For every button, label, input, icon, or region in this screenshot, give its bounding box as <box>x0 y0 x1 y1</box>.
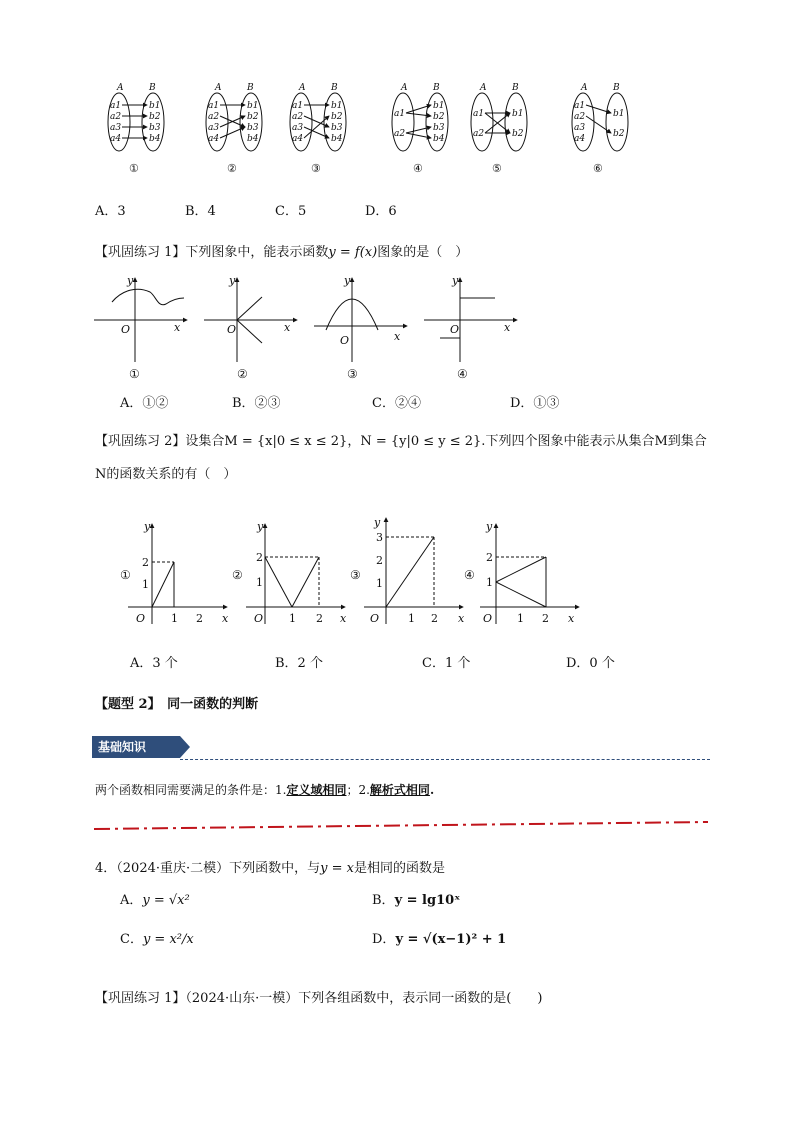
svg-text:①: ① <box>129 162 139 175</box>
svg-text:a4: a4 <box>208 134 220 144</box>
svg-text:⑤: ⑤ <box>492 162 502 175</box>
svg-text:2: 2 <box>486 551 493 564</box>
svg-text:③: ③ <box>350 568 361 582</box>
mapping-diagram-5 <box>471 83 527 175</box>
svg-text:b3: b3 <box>433 123 445 133</box>
svg-text:b2: b2 <box>613 129 625 139</box>
svg-text:b2: b2 <box>247 112 259 122</box>
q4-stem: 4．（2024·重庆·二模）下列函数中，与y = x是相同的函数是 <box>95 861 445 876</box>
mapping-diagrams <box>95 80 655 180</box>
svg-text:a1: a1 <box>574 101 586 111</box>
svg-text:a4: a4 <box>292 134 304 144</box>
svg-text:O: O <box>227 323 237 336</box>
svg-text:1: 1 <box>517 612 524 625</box>
svg-text:1: 1 <box>171 612 178 625</box>
svg-text:A: A <box>480 83 487 93</box>
p1-option-c[interactable]: C．②④ <box>372 396 421 411</box>
svg-text:x: x <box>340 612 347 625</box>
dash-dot-divider <box>92 818 712 834</box>
practice2-stem-line2: N的函数关系的有（ ） <box>95 467 237 482</box>
svg-text:b1: b1 <box>433 101 445 111</box>
svg-text:b1: b1 <box>512 109 524 119</box>
svg-text:b1: b1 <box>149 101 161 111</box>
mapping-diagram-1 <box>108 83 164 175</box>
svg-text:B: B <box>331 83 338 93</box>
svg-text:b4: b4 <box>331 134 343 144</box>
svg-text:y: y <box>344 274 351 287</box>
svg-text:1: 1 <box>408 612 415 625</box>
svg-text:A: A <box>215 83 222 93</box>
term-domain: 定义域相同 <box>286 783 347 797</box>
basics-banner: 基础知识 <box>92 736 180 758</box>
svg-text:B: B <box>512 83 519 93</box>
svg-text:x: x <box>284 321 291 334</box>
svg-text:1: 1 <box>142 578 149 591</box>
svg-text:A: A <box>299 83 306 93</box>
mapping-diagram-3 <box>290 83 346 175</box>
p2-option-a[interactable]: A．3 个 <box>130 656 178 671</box>
svg-text:y: y <box>257 520 264 533</box>
practice1-stem: 【巩固练习 1】下列图象中，能表示函数y = f(x)图象的是（ ） <box>95 245 469 260</box>
svg-text:②: ② <box>232 568 243 582</box>
term-expression: 解析式相同 <box>369 783 430 797</box>
top-option-a[interactable]: A．3 <box>95 204 126 219</box>
svg-text:b3: b3 <box>331 123 343 133</box>
svg-text:O: O <box>450 323 460 336</box>
svg-text:b1: b1 <box>247 101 259 111</box>
p1-option-a[interactable]: A．①② <box>120 396 169 411</box>
svg-text:2: 2 <box>431 612 438 625</box>
svg-text:①: ① <box>129 367 140 381</box>
svg-text:④: ④ <box>457 367 468 381</box>
practice2-graphs <box>112 512 582 632</box>
type2-heading: 【题型 2】 同一函数的判断 <box>95 697 259 712</box>
svg-text:a4: a4 <box>574 134 586 144</box>
basics-text: 两个函数相同需要满足的条件是：1.定义域相同；2.解析式相同. <box>95 783 435 797</box>
svg-text:b2: b2 <box>331 112 343 122</box>
svg-text:a1: a1 <box>208 101 220 111</box>
svg-text:①: ① <box>120 568 131 582</box>
top-option-b[interactable]: B．4 <box>185 204 216 219</box>
svg-text:2: 2 <box>142 556 149 569</box>
p1-option-b[interactable]: B．②③ <box>232 396 281 411</box>
svg-text:b4: b4 <box>433 134 445 144</box>
svg-text:a3: a3 <box>208 123 220 133</box>
svg-text:a1: a1 <box>473 109 485 119</box>
svg-text:a2: a2 <box>292 112 304 122</box>
svg-text:a3: a3 <box>574 123 586 133</box>
svg-text:1: 1 <box>486 576 493 589</box>
svg-text:y: y <box>374 516 381 529</box>
p2-option-d[interactable]: D．0 个 <box>566 656 615 671</box>
svg-text:x: x <box>458 612 465 625</box>
p2-graph-4 <box>480 524 579 624</box>
svg-text:B: B <box>247 83 254 93</box>
svg-text:O: O <box>483 612 493 625</box>
svg-text:B: B <box>613 83 620 93</box>
svg-text:b2: b2 <box>512 129 524 139</box>
svg-text:②: ② <box>237 367 248 381</box>
svg-text:O: O <box>136 612 146 625</box>
p2-graph-1 <box>128 524 227 624</box>
p1-graph-3 <box>314 278 407 362</box>
svg-text:2: 2 <box>376 554 383 567</box>
top-option-c[interactable]: C．5 <box>275 204 307 219</box>
svg-text:b4: b4 <box>149 134 161 144</box>
svg-text:a3: a3 <box>110 123 122 133</box>
svg-text:1: 1 <box>256 576 263 589</box>
svg-text:③: ③ <box>311 162 321 175</box>
svg-text:④: ④ <box>413 162 423 175</box>
svg-text:1: 1 <box>376 577 383 590</box>
svg-text:④: ④ <box>464 568 475 582</box>
svg-text:y: y <box>452 274 459 287</box>
svg-text:a1: a1 <box>110 101 122 111</box>
svg-text:A: A <box>581 83 588 93</box>
p2-option-b[interactable]: B．2 个 <box>275 656 323 671</box>
mapping-diagram-6 <box>572 83 628 175</box>
svg-text:y: y <box>127 274 134 287</box>
p2-graph-2 <box>246 524 345 624</box>
p1-graph-4 <box>424 278 517 362</box>
svg-text:A: A <box>401 83 408 93</box>
svg-text:B: B <box>433 83 440 93</box>
practice2-stem-line1: 【巩固练习 2】设集合M = {x|0 ≤ x ≤ 2}，N = {y|0 ≤ y ≤ 2}.下列四个图象中能表示从集合M到集合 <box>95 434 707 449</box>
p1-graph-2 <box>204 278 297 362</box>
svg-text:a2: a2 <box>394 129 406 139</box>
svg-text:1: 1 <box>289 612 296 625</box>
svg-text:a1: a1 <box>292 101 304 111</box>
mapping-diagram-4 <box>392 83 448 175</box>
svg-text:a2: a2 <box>208 112 220 122</box>
p1-option-d[interactable]: D．①③ <box>510 396 560 411</box>
svg-text:x: x <box>222 612 229 625</box>
practice1-graphs <box>92 272 522 384</box>
banner-divider <box>180 759 710 760</box>
svg-text:2: 2 <box>256 551 263 564</box>
svg-text:③: ③ <box>347 367 358 381</box>
p1-graph-1 <box>94 278 187 362</box>
svg-text:B: B <box>149 83 156 93</box>
svg-text:O: O <box>254 612 264 625</box>
svg-text:b2: b2 <box>149 112 161 122</box>
svg-text:A: A <box>117 83 124 93</box>
svg-text:x: x <box>174 321 181 334</box>
svg-text:b3: b3 <box>247 123 259 133</box>
svg-text:y: y <box>144 520 151 533</box>
svg-text:y: y <box>229 274 236 287</box>
svg-text:b2: b2 <box>433 112 445 122</box>
svg-text:O: O <box>370 612 380 625</box>
q4-option-c[interactable]: C．y = x²/x <box>120 932 194 947</box>
svg-text:x: x <box>504 321 511 334</box>
svg-text:a1: a1 <box>394 109 406 119</box>
svg-text:b1: b1 <box>331 101 343 111</box>
mapping-diagram-2 <box>206 83 262 175</box>
svg-text:O: O <box>340 334 350 347</box>
svg-text:a3: a3 <box>292 123 304 133</box>
svg-text:b1: b1 <box>613 109 625 119</box>
svg-text:2: 2 <box>316 612 323 625</box>
svg-text:y: y <box>486 520 493 533</box>
svg-text:3: 3 <box>376 531 383 544</box>
svg-text:a4: a4 <box>110 134 122 144</box>
svg-text:a2: a2 <box>110 112 122 122</box>
practice3-stem: 【巩固练习 1】（2024·山东·一模）下列各组函数中，表示同一函数的是( ) <box>95 991 543 1006</box>
svg-text:x: x <box>568 612 575 625</box>
svg-text:O: O <box>121 323 131 336</box>
q4-option-b[interactable]: B．y = lg10ˣ <box>372 893 461 908</box>
svg-text:⑥: ⑥ <box>593 162 603 175</box>
q4-option-a[interactable]: A．y = √x² <box>120 893 190 908</box>
svg-text:2: 2 <box>542 612 549 625</box>
p2-option-c[interactable]: C．1 个 <box>422 656 471 671</box>
svg-text:a2: a2 <box>574 112 586 122</box>
svg-text:b4: b4 <box>247 134 259 144</box>
q4-option-d[interactable]: D．y = √(x−1)² + 1 <box>372 932 507 947</box>
svg-text:x: x <box>394 330 401 343</box>
svg-text:2: 2 <box>196 612 203 625</box>
svg-text:a2: a2 <box>473 129 485 139</box>
top-option-d[interactable]: D．6 <box>365 204 397 219</box>
svg-text:②: ② <box>227 162 237 175</box>
svg-text:b3: b3 <box>149 123 161 133</box>
